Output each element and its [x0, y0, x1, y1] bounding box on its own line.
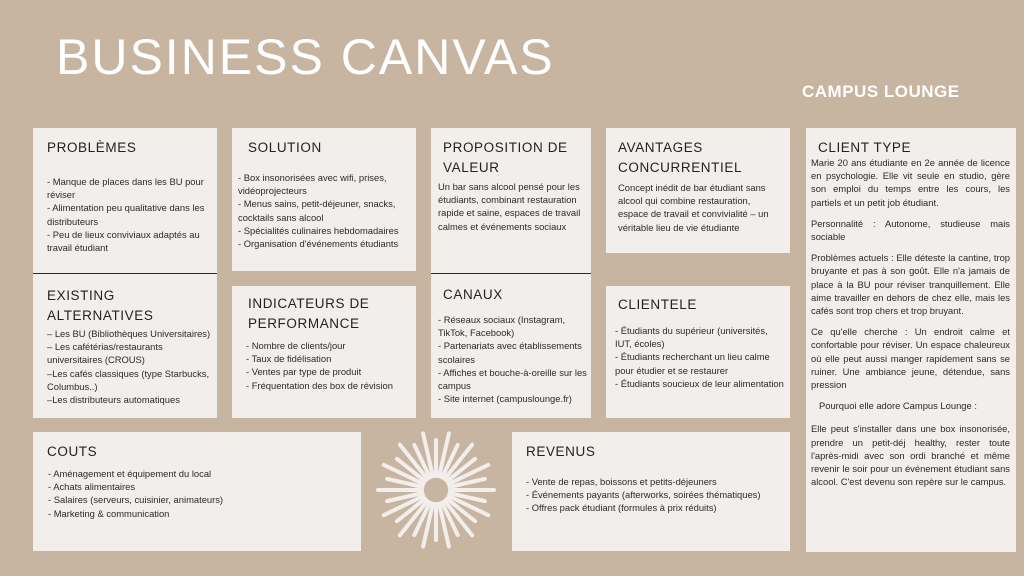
solution-list [238, 171, 410, 250]
canaux-list [438, 313, 587, 405]
list-item: - Offres pack étudiant (formules à prix réduits) [526, 502, 717, 514]
list-item: – Les BU (Bibliothèques Universitaires) [47, 328, 211, 339]
list-item: - Partenariats avec établissements scolaires [438, 340, 582, 365]
avantages-box [606, 128, 790, 253]
client-why-text: Elle peut s'installer dans une box insonorisée, prendre un petit-déj healthy, rester toute l'après-midi avec son ordi branché et même revenir le soir pour un événement étudiant sans alcool. C'est devenu son repère sur le campus. [811, 423, 1010, 488]
couts-box [33, 432, 361, 551]
problemes-box [33, 128, 217, 418]
project-name: CAMPUS LOUNGE [802, 82, 960, 101]
list-item: - Nombre de clients/jour [246, 340, 346, 351]
clientele-heading: CLIENTELE [618, 297, 697, 312]
solution-heading: SOLUTION [248, 140, 322, 155]
existing-list [47, 327, 211, 406]
list-item: - Peu de lieux conviviaux adaptés au travail étudiant [47, 228, 200, 254]
client-type-heading: CLIENT TYPE [818, 140, 912, 155]
list-item: - Événements payants (afterworks, soirées thématiques) [526, 489, 761, 501]
indicateurs-heading-line1: INDICATEURS DE [248, 296, 370, 311]
problemes-heading: PROBLÈMES [47, 140, 137, 155]
list-item: - Ventes par type de produit [246, 366, 362, 378]
list-item: - Étudiants soucieux de leur alimentation [615, 377, 784, 389]
solution-box [232, 128, 416, 271]
list-item: - Aménagement et équipement du local [48, 468, 212, 479]
indicateurs-list [246, 339, 410, 392]
list-item: - Organisation d'événements étudiants [238, 238, 399, 250]
client-why-heading: Pourquoi elle adore Campus Lounge : [819, 400, 977, 412]
list-item: - Étudiants recherchant un lieu calme pour étudier et se restaurer [615, 351, 770, 376]
list-item: - Site internet (campuslounge.fr) [438, 393, 572, 405]
indicateurs-heading-line2: PERFORMANCE [248, 316, 360, 331]
list-item: - Fréquentation des box de révision [246, 379, 393, 391]
revenus-list [526, 475, 786, 515]
avantages-text: Concept inédit de bar étudiant sans alcool qui combine restauration, espace de travail et convivialité – un véritable lieu de vie étudiante [618, 182, 769, 233]
list-item: - Manque de places dans les BU pour réviser [47, 176, 204, 201]
list-item: - Alimentation peu qualitative dans les distributeurs [47, 202, 205, 227]
proposition-heading-line1: PROPOSITION DE [443, 140, 568, 155]
list-item: - Marketing & communication [48, 507, 170, 519]
client-type-box [806, 128, 1016, 552]
list-item: - Taux de fidélisation [246, 353, 332, 365]
revenus-heading: REVENUS [526, 444, 596, 459]
canaux-heading: CANAUX [443, 287, 503, 302]
clientele-list [615, 324, 786, 390]
couts-list [48, 467, 357, 520]
proposition-box [431, 128, 591, 418]
client-needs-text: Ce qu'elle cherche : Un endroit calme et confortable pour réviser. Un espace chaleureux où elle peut aussi manger rapidement sans se ruiner. Une ambiance jeune, détendue, sans pression [811, 326, 1010, 391]
section-divider [431, 273, 591, 274]
list-item: – Les cafétérias/restaurants universitaires (CROUS) [47, 341, 163, 366]
problemes-list [47, 175, 209, 254]
list-item: –Les cafés classiques (type Starbucks, Columbus..) [47, 367, 210, 392]
couts-heading: COUTS [47, 444, 98, 459]
list-item: - Réseaux sociaux (Instagram, TikTok, Facebook) [438, 314, 566, 339]
page-title: BUSINESS CANVAS [56, 29, 555, 85]
list-item: - Vente de repas, boissons et petits-déjeuners [526, 476, 717, 487]
list-item: - Menus sains, petit-déjeuner, snacks, cocktails sans alcool [238, 198, 396, 223]
list-item: –Les distributeurs automatiques [47, 394, 180, 406]
client-profile-text: Marie 20 ans étudiante en 2e année de licence en psychologie. Elle vit seule en studio, gère son emploi du temps entre les cours, les partiels et un petit job étudiant. [811, 157, 1010, 208]
proposition-text: Un bar sans alcool pensé pour les étudiants, combinant restauration rapide et saine, espaces de travail calmes et événements sociaux [438, 181, 581, 232]
revenus-box [512, 432, 790, 551]
list-item: - Achats alimentaires [48, 481, 136, 493]
proposition-heading-line2: VALEUR [443, 160, 500, 175]
indicateurs-box [232, 286, 416, 418]
client-problems-text: Problèmes actuels : Elle déteste la cantine, trop bruyante et pas à son goût. Elle n'a jamais de place à la BU pour réviser tranquillement. Elle aime travailler en dehors de chez elle, mais les cafés sont trop chers et trop bruyant. [811, 252, 1010, 317]
clientele-box [606, 286, 790, 418]
list-item: - Affiches et bouche-à-oreille sur les campus [438, 366, 587, 392]
client-personality-text: Personnalité : Autonome, studieuse mais sociable [811, 217, 1010, 243]
existing-heading-line2: ALTERNATIVES [47, 308, 154, 323]
existing-heading-line1: EXISTING [47, 288, 115, 303]
list-item: - Spécialités culinaires hebdomadaires [238, 224, 399, 236]
avantages-heading-line2: CONCURRENTIEL [618, 160, 743, 175]
list-item: - Étudiants du supérieur (universités, IUT, écoles) [615, 325, 768, 350]
sunburst-icon [376, 430, 496, 550]
list-item: - Salaires (serveurs, cuisinier, animateurs) [48, 494, 224, 506]
section-divider [33, 273, 217, 274]
avantages-heading-line1: AVANTAGES [618, 140, 703, 155]
list-item: - Box insonorisées avec wifi, prises, vidéoprojecteurs [238, 172, 387, 197]
